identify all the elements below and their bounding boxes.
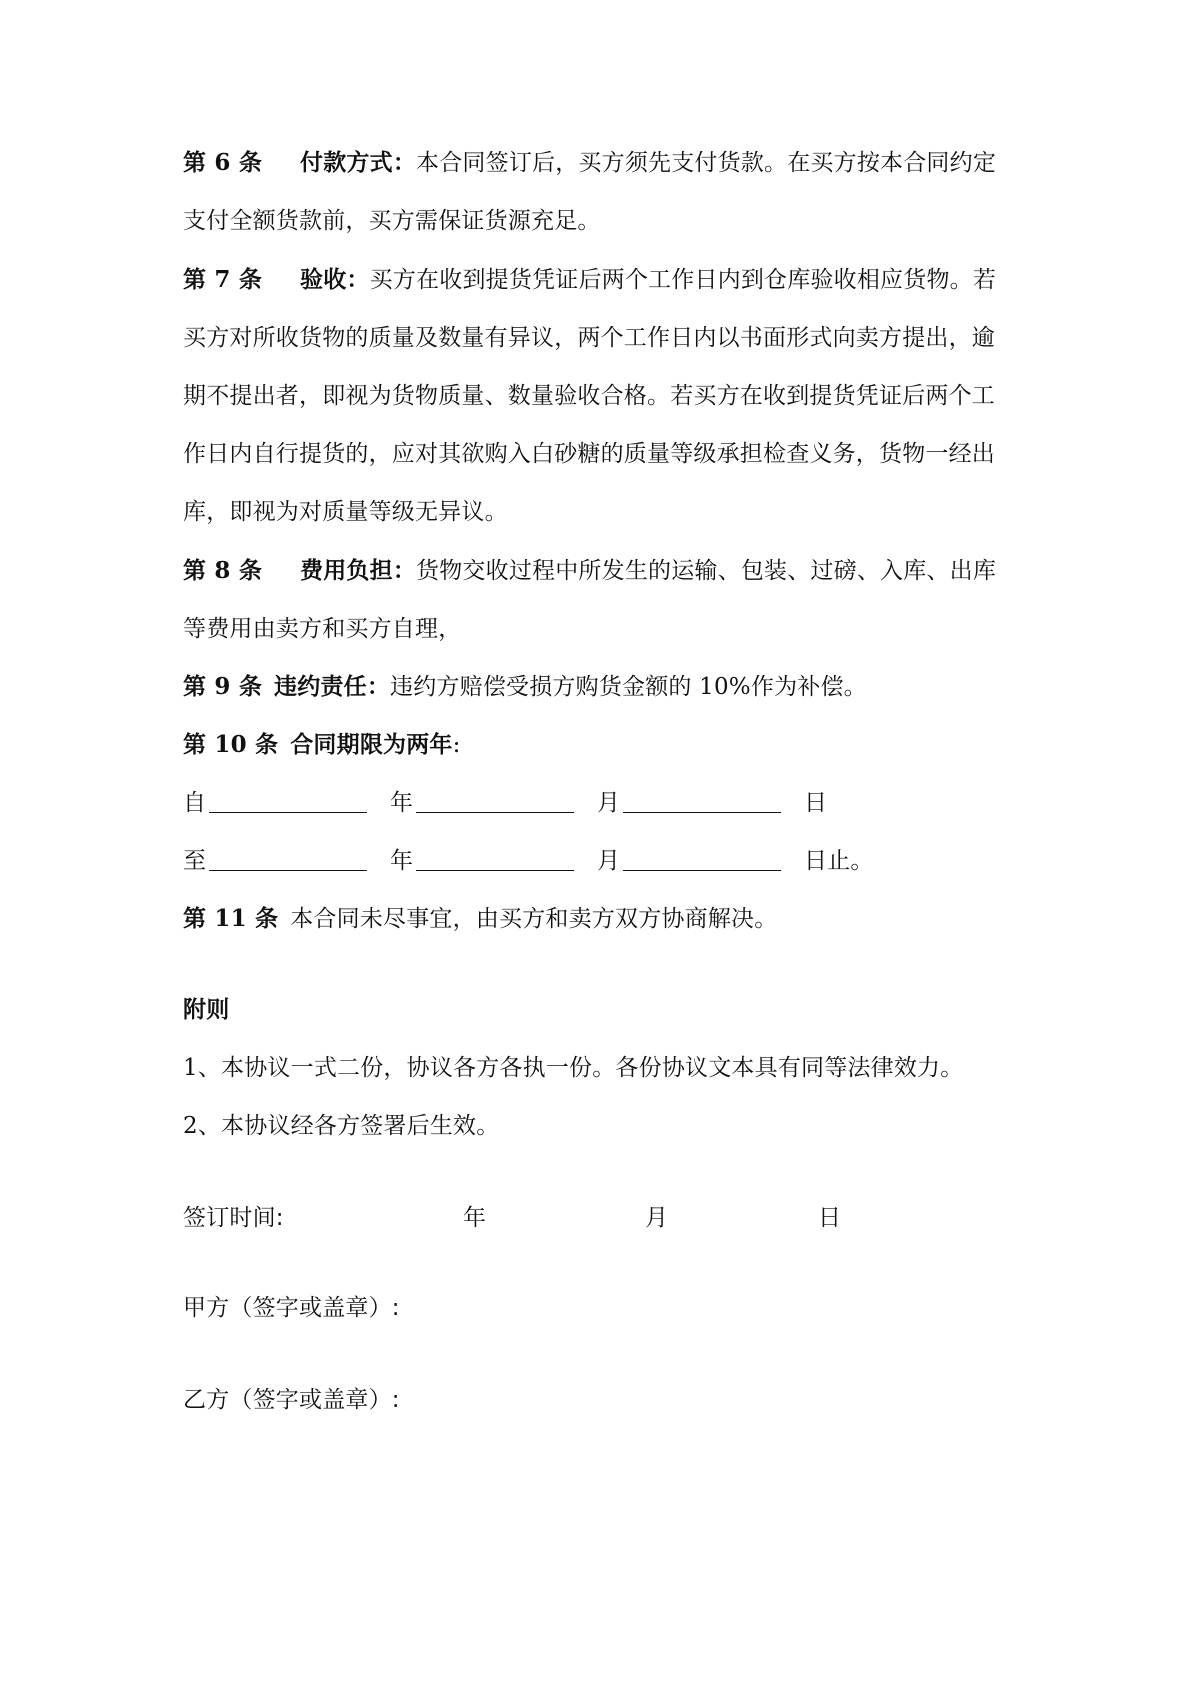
article-6-number: 第 6 条 <box>183 149 263 176</box>
article-8-line-1 <box>183 556 1063 586</box>
party-a-signature: 甲方（签字或盖章）: <box>183 1295 400 1321</box>
period-to-month-blank <box>416 848 574 871</box>
period-to-year-label: 年 <box>390 848 414 874</box>
article-8-text-1: 货物交收过程中所发生的运输、包装、过磅、入库、出库 <box>416 558 997 584</box>
signing-date-label: 签订时间: <box>183 1205 284 1231</box>
article-6-text-2: 支付全额货款前，买方需保证货源充足。 <box>183 208 601 234</box>
article-10-line <box>183 730 1063 760</box>
article-10-title: 合同期限为两年 <box>290 731 453 758</box>
period-from-day-label: 日 <box>804 790 828 816</box>
article-7-text-5: 库，即视为对质量等级无异议。 <box>183 499 508 525</box>
article-10-number: 第 10 条 <box>183 731 279 758</box>
article-7-text-1: 买方在收到提货凭证后两个工作日内到仓库验收相应货物。若 <box>369 267 997 293</box>
article-11-number: 第 11 条 <box>183 905 279 932</box>
period-from-label: 自 <box>183 790 207 816</box>
period-to-year-blank <box>209 848 367 871</box>
article-10-colon: : <box>452 732 461 758</box>
article-7-text-3: 期不提出者，即视为货物质量、数量验收合格。若买方在收到提货凭证后两个工 <box>183 383 995 409</box>
article-6-text-1: 本合同签订后，买方须先支付货款。在买方按本合同约定 <box>416 150 997 176</box>
appendix-title: 附则 <box>183 996 230 1023</box>
period-to-month-label: 月 <box>597 848 621 874</box>
article-11-text: 本合同未尽事宜，由买方和卖方双方协商解决。 <box>290 906 778 932</box>
article-7-line-3 <box>183 381 1063 411</box>
period-to-day-blank <box>623 848 781 871</box>
article-11-line <box>183 904 1063 934</box>
article-6-line-1 <box>183 148 1063 178</box>
signing-month-label: 月 <box>645 1205 669 1231</box>
article-7-title: 验收： <box>300 266 370 293</box>
period-to-label: 至 <box>183 848 207 874</box>
article-9-title: 违约责任： <box>274 673 391 700</box>
period-from-year-blank <box>209 790 367 813</box>
period-from-month-label: 月 <box>597 790 621 816</box>
appendix-item-2: 2、本协议经各方签署后生效。 <box>183 1113 500 1139</box>
appendix-item-1: 1、本协议一式二份，协议各方各执一份。各份协议文本具有同等法律效力。 <box>183 1055 964 1081</box>
signing-day-label: 日 <box>818 1205 842 1231</box>
article-7-line-1 <box>183 265 1063 295</box>
period-to-day-end-label: 日止。 <box>804 848 874 874</box>
article-6-title: 付款方式： <box>300 149 417 176</box>
article-9-number: 第 9 条 <box>183 673 263 700</box>
article-9-text: 违约方赔偿受损方购货金额的 10%作为补偿。 <box>390 674 867 700</box>
article-7-text-2: 买方对所收货物的质量及数量有异议，两个工作日内以书面形式向卖方提出，逾 <box>183 325 995 351</box>
article-8-text-2: 等费用由卖方和买方自理， <box>183 616 462 642</box>
period-from-year-label: 年 <box>390 790 414 816</box>
article-7-line-5 <box>183 497 1063 527</box>
article-6-line-2 <box>183 206 1063 236</box>
article-7-line-4 <box>183 439 1063 469</box>
article-7-line-2 <box>183 323 1063 353</box>
article-9-line <box>183 672 1063 702</box>
period-from-day-blank <box>623 790 781 813</box>
article-7-text-4: 作日内自行提货的，应对其欲购入白砂糖的质量等级承担检查义务，货物一经出 <box>183 441 995 467</box>
article-8-number: 第 8 条 <box>183 557 263 584</box>
period-from-month-blank <box>416 790 574 813</box>
article-8-title: 费用负担： <box>300 557 417 584</box>
article-8-line-2 <box>183 614 1063 644</box>
signing-year-label: 年 <box>463 1205 487 1231</box>
article-7-number: 第 7 条 <box>183 266 263 293</box>
party-b-signature: 乙方（签字或盖章）: <box>183 1387 400 1413</box>
